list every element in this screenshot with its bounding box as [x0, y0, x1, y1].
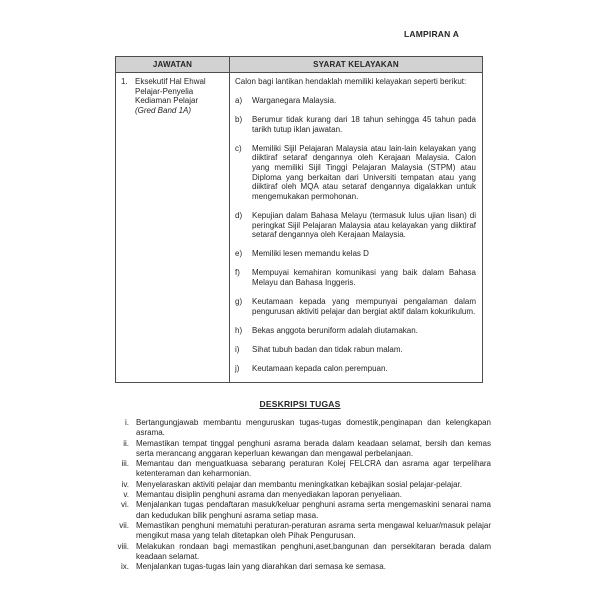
position-cell [116, 73, 230, 383]
task-text: Bertangungjawab membantu menguruskan tugas-tugas domestik,penginapan dan kelengkapan asrama. [136, 418, 491, 438]
table-header-row [116, 57, 483, 73]
requirement-text: Kepujian dalam Bahasa Melayu (termasuk lulus ujian lisan) di peringkat Sijil Pelajaran Malaysia atau kelayakan yang diiktiraf setaraf dengannya oleh Kerajaan Malaysia. [252, 210, 476, 240]
requirement-text: Sihat tubuh badan dan tidak rabun malam. [252, 344, 403, 354]
task-numeral: vii. [119, 520, 129, 530]
requirements-list [235, 96, 476, 373]
requirement-label: j) [235, 363, 240, 373]
requirement-item [235, 144, 476, 202]
task-text: Memantau dan menguatkuasa sebarang peraturan Kolej FELCRA dan asrama agar terpelihara ketenteraman dan keharmonian. [136, 459, 491, 479]
requirement-label: b) [235, 115, 243, 125]
task-numeral: ii. [123, 438, 129, 448]
task-numeral: iv. [121, 479, 129, 489]
requirement-label: h) [235, 325, 243, 335]
position-grade: (Gred Band 1A) [135, 105, 192, 115]
requirement-item [235, 297, 476, 316]
task-item [113, 562, 491, 572]
requirement-label: e) [235, 249, 243, 259]
requirement-text: Keutamaan kepada calon perempuan. [252, 363, 388, 373]
requirement-text: Warganegara Malaysia. [252, 96, 337, 106]
task-text: Memastikan penghuni mematuhi peraturan-peraturan asrama serta mengawal keluar/masuk pelajar mengikut masa yang telah ditetapkan oleh Pihak Pengurusan. [136, 520, 491, 541]
requirement-item [235, 211, 476, 240]
requirement-item [235, 96, 476, 106]
lampiran-label: LAMPIRAN A [404, 29, 460, 39]
table-row [116, 73, 483, 383]
task-text: Memastikan tempat tinggal penghuni asrama berada dalam keadaan selamat, bersih dan kemas serta merancang anggaran keperluan kewangan dan mengawal perbelanjaan. [136, 438, 491, 458]
requirement-label: g) [235, 297, 243, 306]
task-numeral: v. [123, 490, 129, 500]
task-numeral: ix. [121, 562, 129, 572]
requirement-text: Memiliki lesen memandu kelas D [252, 249, 369, 259]
task-text: Melakukan rondaan bagi memastikan penghuni,aset,bangunan dan persekitaran berada dalam keadaan selamat. [136, 541, 491, 561]
requirement-item [235, 115, 476, 134]
requirements-cell [230, 73, 483, 383]
requirement-item [235, 326, 476, 336]
task-item [113, 439, 491, 460]
task-item [113, 490, 491, 500]
task-item [113, 500, 491, 521]
requirement-text: Berumur tidak kurang dari 18 tahun sehingga 45 tahun pada tarikh tutup iklan jawatan. [252, 115, 476, 134]
task-text: Menyelaraskan aktiviti pelajar dan membantu meningkatkan kebajikan sosial pelajar-pelajar. [136, 479, 462, 489]
task-item [113, 459, 491, 480]
requirement-item [235, 249, 476, 259]
requirement-label: i) [235, 344, 240, 354]
task-item [113, 480, 491, 490]
task-text: Menjalankan tugas-tugas lain yang diarahkan dari semasa ke semasa. [136, 562, 386, 572]
qualification-table [115, 56, 483, 383]
requirement-label: f) [235, 268, 240, 278]
task-item [113, 418, 491, 439]
task-numeral: iii. [121, 459, 129, 469]
requirement-text: Mempuyai kemahiran komunikasi yang baik dalam Bahasa Melayu dan Bahasa Inggeris. [252, 268, 476, 287]
task-text: Menjalankan tugas pendaftaran masuk/keluar penghuni asrama serta mengemaskini senarai nama dan kedudukan bilik penghuni asrama setiap masa. [136, 500, 491, 520]
requirements-intro: Calon bagi lantikan hendaklah memiliki kelayakan seperti berikut: [235, 77, 467, 86]
task-text: Memantau disiplin penghuni asrama dan menyediakan laporan penyeliaan. [136, 490, 402, 500]
task-numeral: i. [125, 418, 129, 427]
requirement-label: c) [235, 143, 242, 153]
requirement-text: Bekas anggota beruniform adalah diutamakan. [252, 325, 418, 335]
tasks-heading: DESKRIPSI TUGAS [259, 399, 341, 409]
task-numeral: viii. [117, 541, 129, 551]
requirement-item [235, 364, 476, 374]
tasks-list [113, 418, 491, 572]
requirement-item [235, 345, 476, 355]
requirement-text: Keutamaan kepada yang mempunyai pengalaman dalam pengurusan aktiviti pelajar dan bergiat aktif dalam kokurikulum. [252, 297, 476, 316]
table-header-syarat: SYARAT KELAYAKAN [230, 57, 483, 73]
requirement-label: d) [235, 210, 243, 220]
task-item [113, 521, 491, 542]
position-number: 1. [121, 77, 128, 86]
requirement-label: a) [235, 96, 243, 106]
requirement-item [235, 268, 476, 287]
task-item [113, 542, 491, 563]
position-title: Eksekutif Hal Ehwal Pelajar-Penyelia Kediaman Pelajar [135, 77, 206, 106]
requirement-text: Memiliki Sijil Pelajaran Malaysia atau lain-lain kelayakan yang diiktiraf setaraf dengannya oleh Kerajaan Malaysia. Calon yang memiliki Sijil Tinggi Pelajaran Malaysia (STPM) atau Diploma yang berkaitan dari Universiti tempatan atau yang diiktiraf oleh MQA atau setaraf dengannya digalakkan untuk mengemukakan permohonan. [252, 143, 476, 201]
table-header-jawatan: JAWATAN [116, 57, 230, 73]
task-numeral: vi. [121, 500, 129, 510]
